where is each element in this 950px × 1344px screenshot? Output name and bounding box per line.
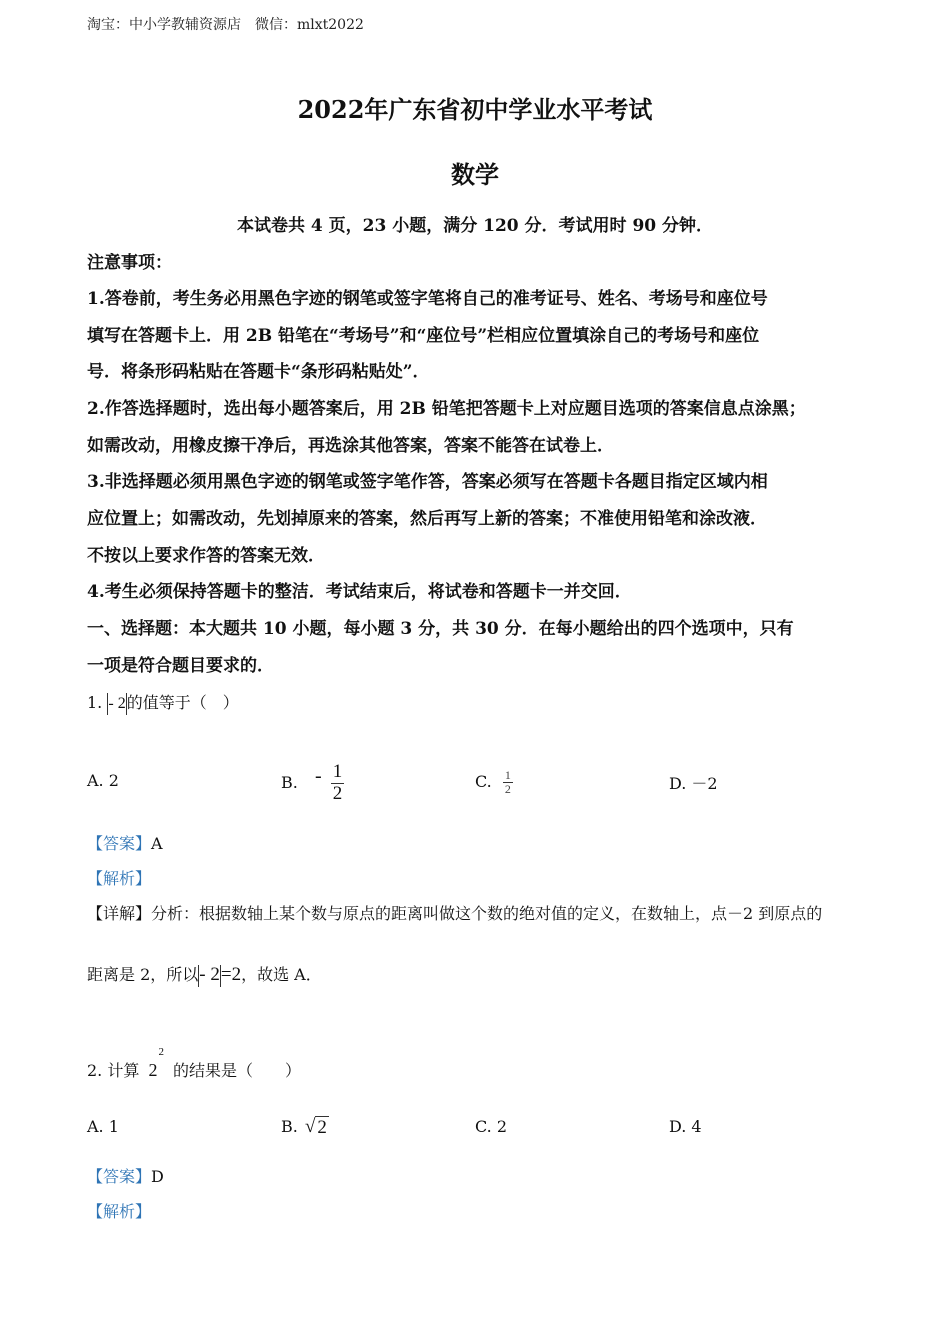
detail-tag: 【详解】 — [87, 904, 152, 923]
option-c: C. 2 — [475, 1117, 508, 1136]
analysis-tag: 【解析】 — [87, 1202, 152, 1221]
watermark: 淘宝：中小学教辅资源店 微信：mlxt2022 — [87, 17, 364, 33]
option-d: D. 4 — [669, 1117, 702, 1136]
option-c: C. $\frac{1}{2}$ — [475, 767, 511, 796]
section-heading-cont: 一项是符合题目要求的． — [87, 656, 274, 676]
answer-tag: 【答案】 — [87, 834, 152, 853]
power-base: 2 — [148, 1060, 158, 1080]
analysis-tag: 【解析】 — [87, 869, 152, 888]
note-line: 3.非选择题必须用黑色字迹的钢笔或签字笔作答，答案必须写在答题卡各题目指定区域内相 — [87, 472, 768, 492]
abs-expression: - 2 — [107, 695, 126, 712]
answer-value: D — [151, 1167, 164, 1186]
note-line: 1.答卷前，考生务必用黑色字迹的钢笔或签字笔将自己的准考证号、姓名、考场号和座位号 — [87, 289, 768, 309]
option-d: D. －2 — [669, 774, 718, 793]
option-a: A. 1 — [87, 1117, 119, 1136]
exam-title: 2022年广东省初中学业水平考试 — [297, 95, 653, 124]
option-b: B. - $\frac{1}{2}$ — [281, 761, 343, 804]
answer-row — [87, 1164, 164, 1187]
option-b: B. √ 2 — [281, 1116, 327, 1138]
note-line: 不按以上要求作答的答案无效． — [87, 546, 325, 566]
exam-summary: 本试卷共 4 页，23 小题，满分 120 分．考试用时 90 分钟． — [236, 216, 714, 236]
answer-row — [87, 831, 163, 854]
note-line: 2.作答选择题时，选出每小题答案后，用 2B 铅笔把答题卡上对应题目选项的答案信息点涂黑； — [87, 399, 806, 419]
notes-heading: 注意事项： — [87, 253, 172, 273]
note-line: 4.考生必须保持答题卡的整洁．考试结束后，将试卷和答题卡一并交回． — [87, 582, 632, 602]
detail-line-2: 距离是 2，所以- 2=2，故选 A． — [87, 964, 322, 985]
note-line: 如需改动，用橡皮擦干净后，再选涂其他答案，答案不能答在试卷上． — [87, 436, 614, 456]
subject-title: 数学 — [451, 160, 499, 189]
question-number: 1. — [87, 693, 103, 712]
answer-value: A — [151, 834, 163, 853]
note-line: 填写在答题卡上．用 2B 铅笔在“考场号”和“座位号”栏相应位置填涂自己的考场号和座位 — [87, 326, 760, 346]
section-heading: 一、选择题：本大题共 10 小题，每小题 3 分，共 30 分．在每小题给出的四个选项中，只有 — [87, 619, 794, 639]
power-exponent: 2 — [158, 1046, 164, 1058]
answer-tag: 【答案】 — [87, 1167, 152, 1186]
note-line: 应位置上；如需改动，先划掉原来的答案，然后再写上新的答案；不准使用铅笔和涂改液． — [87, 509, 767, 529]
note-line: 号．将条形码粘贴在答题卡“条形码粘贴处”． — [87, 362, 430, 382]
question-stem-text: 的值等于（ ） — [126, 693, 239, 712]
detail-line: 【详解】分析：根据数轴上某个数与原点的距离叫做这个数的绝对值的定义，在数轴上，点－2 到原点的 — [87, 904, 823, 923]
question-2-stem: 2. 计算 $2^2$ 的结果是（ ） — [87, 1046, 302, 1080]
option-a: A. 2 — [87, 771, 119, 790]
question-1-stem — [87, 690, 239, 715]
